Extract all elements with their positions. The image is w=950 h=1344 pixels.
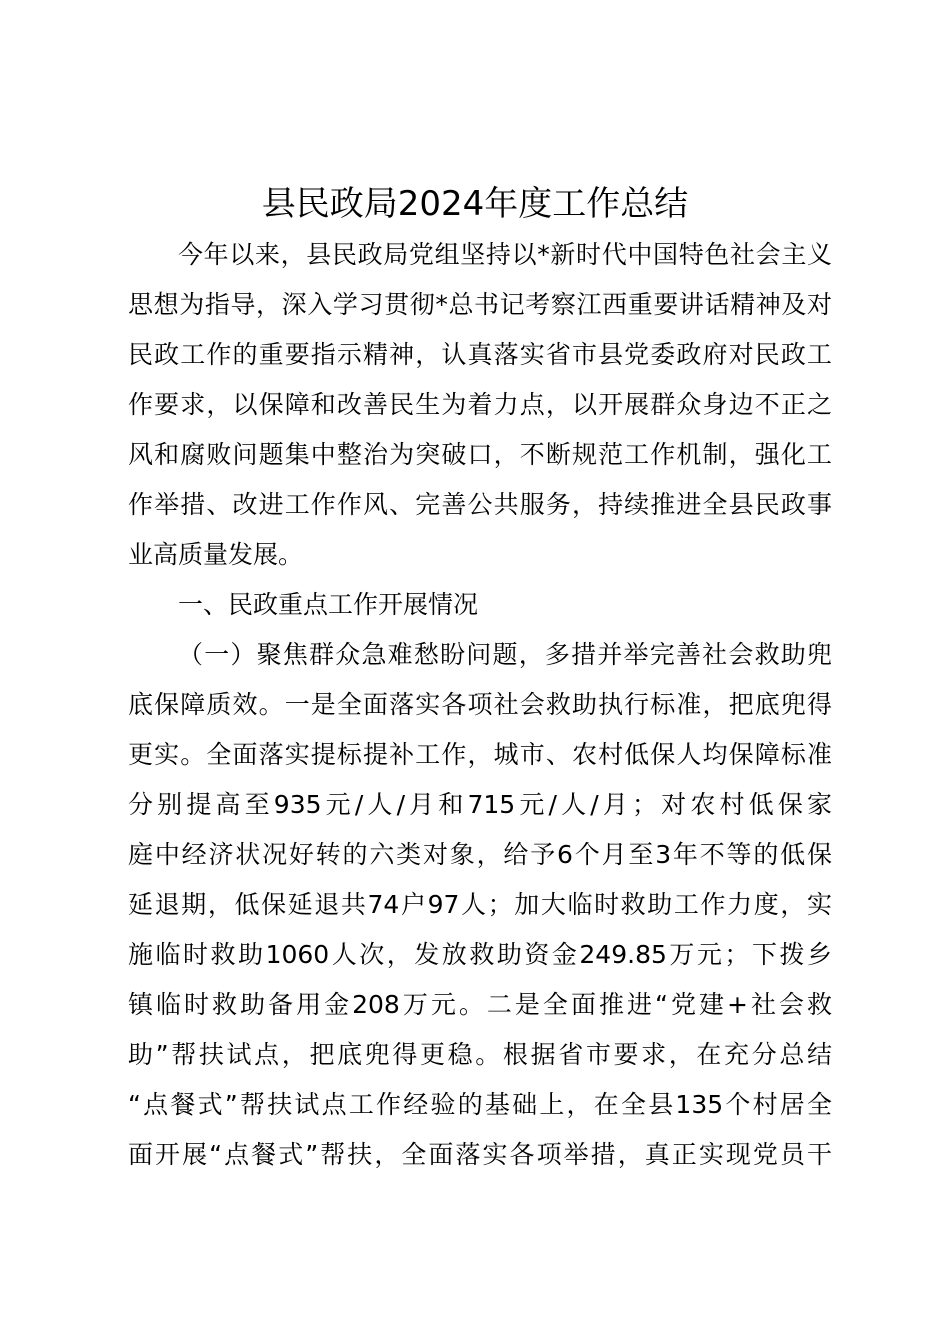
- text-line: 底保障质效。一是全面落实各项社会救助执行标准，把底兜得: [128, 690, 832, 719]
- section-heading: 一、民政重点工作开展情况: [178, 590, 479, 619]
- text-line: 作要求，以保障和改善民生为着力点，以开展群众身边不正之: [128, 390, 832, 419]
- text-line: （一）聚焦群众急难愁盼问题，多措并举完善社会救助兜: [178, 640, 832, 669]
- text-line: 施临时救助1060人次，发放救助资金249.85万元；下拨乡: [128, 940, 832, 969]
- text-line: 更实。全面落实提标提补工作，城市、农村低保人均保障标准: [128, 740, 832, 769]
- text-line: 镇临时救助备用金208万元。二是全面推进“党建+社会救: [128, 990, 832, 1019]
- page-title: 县民政局2024年度工作总结: [261, 184, 689, 224]
- text-line: 分别提高至935元/人/月和715元/人/月；对农村低保家: [128, 790, 832, 819]
- text-line: “点餐式”帮扶试点工作经验的基础上，在全县135个村居全: [128, 1090, 832, 1119]
- text-line: 延退期，低保延退共74户97人；加大临时救助工作力度，实: [128, 890, 832, 919]
- text-line: 作举措、改进工作作风、完善公共服务，持续推进全县民政事: [128, 490, 832, 519]
- text-line: 风和腐败问题集中整治为突破口，不断规范工作机制，强化工: [128, 440, 832, 469]
- text-line: 今年以来，县民政局党组坚持以*新时代中国特色社会主义: [178, 240, 832, 269]
- text-line: 业高质量发展。: [128, 540, 304, 569]
- text-line: 面开展“点餐式”帮扶，全面落实各项举措，真正实现党员干: [128, 1140, 832, 1169]
- text-line: 思想为指导，深入学习贯彻*总书记考察江西重要讲话精神及对: [128, 290, 832, 319]
- text-line: 庭中经济状况好转的六类对象，给予6个月至3年不等的低保: [128, 840, 832, 869]
- text-line: 民政工作的重要指示精神，认真落实省市县党委政府对民政工: [128, 340, 832, 369]
- text-line: 助”帮扶试点，把底兜得更稳。根据省市要求，在充分总结: [128, 1040, 832, 1069]
